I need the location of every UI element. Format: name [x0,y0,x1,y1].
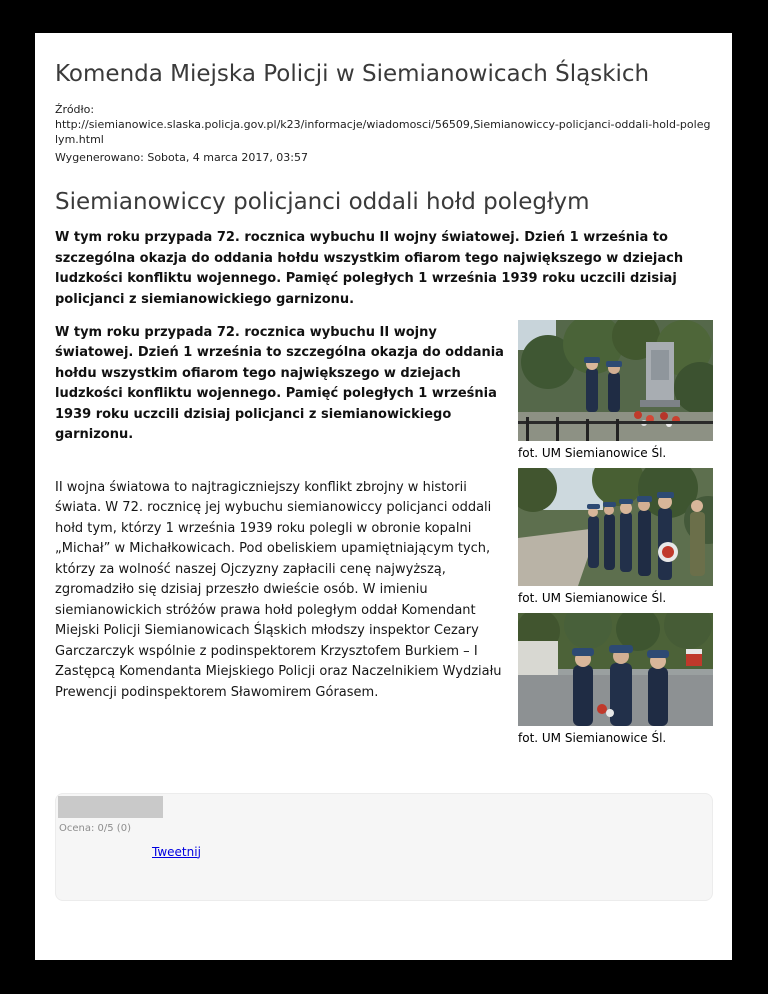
photo-caption: fot. UM Siemianowice Śl. [518,730,667,745]
source-url: http://siemianowice.slaska.policja.gov.pl/k23/informacje/wiadomosci/56509,Siemianowiccy-policjanci-oddali-hold-poleglym.html [55,117,711,146]
monument-ceremony-photo [518,320,713,441]
officers-marching-photo [518,613,713,726]
article-bold-paragraph: W tym roku przypada 72. rocznica wybuchu II wojny światowej. Dzień 1 września to szczególna okazja do oddania hołdu wszystkim ofiarom tego największego w dziejach ludzkości konfliktu wojennego. Pamięć poległych 1 września 1939 roku uczcili dzisiaj policjanci z siemianowickiego garnizonu. [55,324,504,443]
generated-line: Wygenerowano: Sobota, 4 marca 2017, 03:57 [55,150,309,164]
rating-widget-placeholder [58,796,163,818]
article-photo-3 [518,613,713,745]
rating-box [55,793,713,901]
article-photo-1 [518,320,713,460]
article-photo-column [518,320,713,753]
article-columns [55,320,713,753]
rating-label: Ocena: 0/5 (0) [59,822,131,834]
article-body-paragraph: II wojna światowa to najtragiczniejszy konflikt zbrojny w historii świata. W 72. rocznicę jej wybuchu siemianowiccy policjanci oddali hołd tym, którzy 1 września 1939 roku polegli w obronie kopalni „Michał” w Michałkowicach. Pod obeliskiem upamiętniającym tych, którzy za wolność naszej Ojczyzny zapłacili cenę najwyższą, zgromadziło się dzisiaj przeszło dwieście osób. W imieniu siemianowickich stróżów prawa hołd poległym oddał Komendant Miejski Policji Siemianowicach Śląskich młodszy inspektor Cezary Garczarczyk wspólnie z podinspektorem Krzysztofem Burkiem – I Zastępcą Komendanta Miejskiego Policji oraz Naczelnikiem Wydziału Prewencji podinspektorem Sławomirem Górasem. [55,479,502,700]
article-lead: W tym roku przypada 72. rocznica wybuchu II wojny światowej. Dzień 1 września to szczególna okazja do oddania hołdu wszystkim ofiarom tego największego w dziejach ludzkości konfliktu wojennego. Pamięć poległych 1 września 1939 roku uczcili dzisiaj policjanci z siemianowickiego garnizonu. [55,230,684,307]
photo-caption: fot. UM Siemianowice Śl. [518,590,667,605]
document-page [35,33,732,960]
source-block [55,103,713,165]
article-photo-2 [518,468,713,605]
article-title: Siemianowiccy policjanci oddali hołd poległym [55,189,590,216]
source-label: Źródło: [55,103,95,116]
page-title: Komenda Miejska Policji w Siemianowicach Śląskich [55,61,650,87]
tweet-link[interactable]: Tweetnij [152,844,201,859]
photo-caption: fot. UM Siemianowice Śl. [518,445,667,460]
officers-walking-photo [518,468,713,586]
article-text-column [55,320,505,704]
